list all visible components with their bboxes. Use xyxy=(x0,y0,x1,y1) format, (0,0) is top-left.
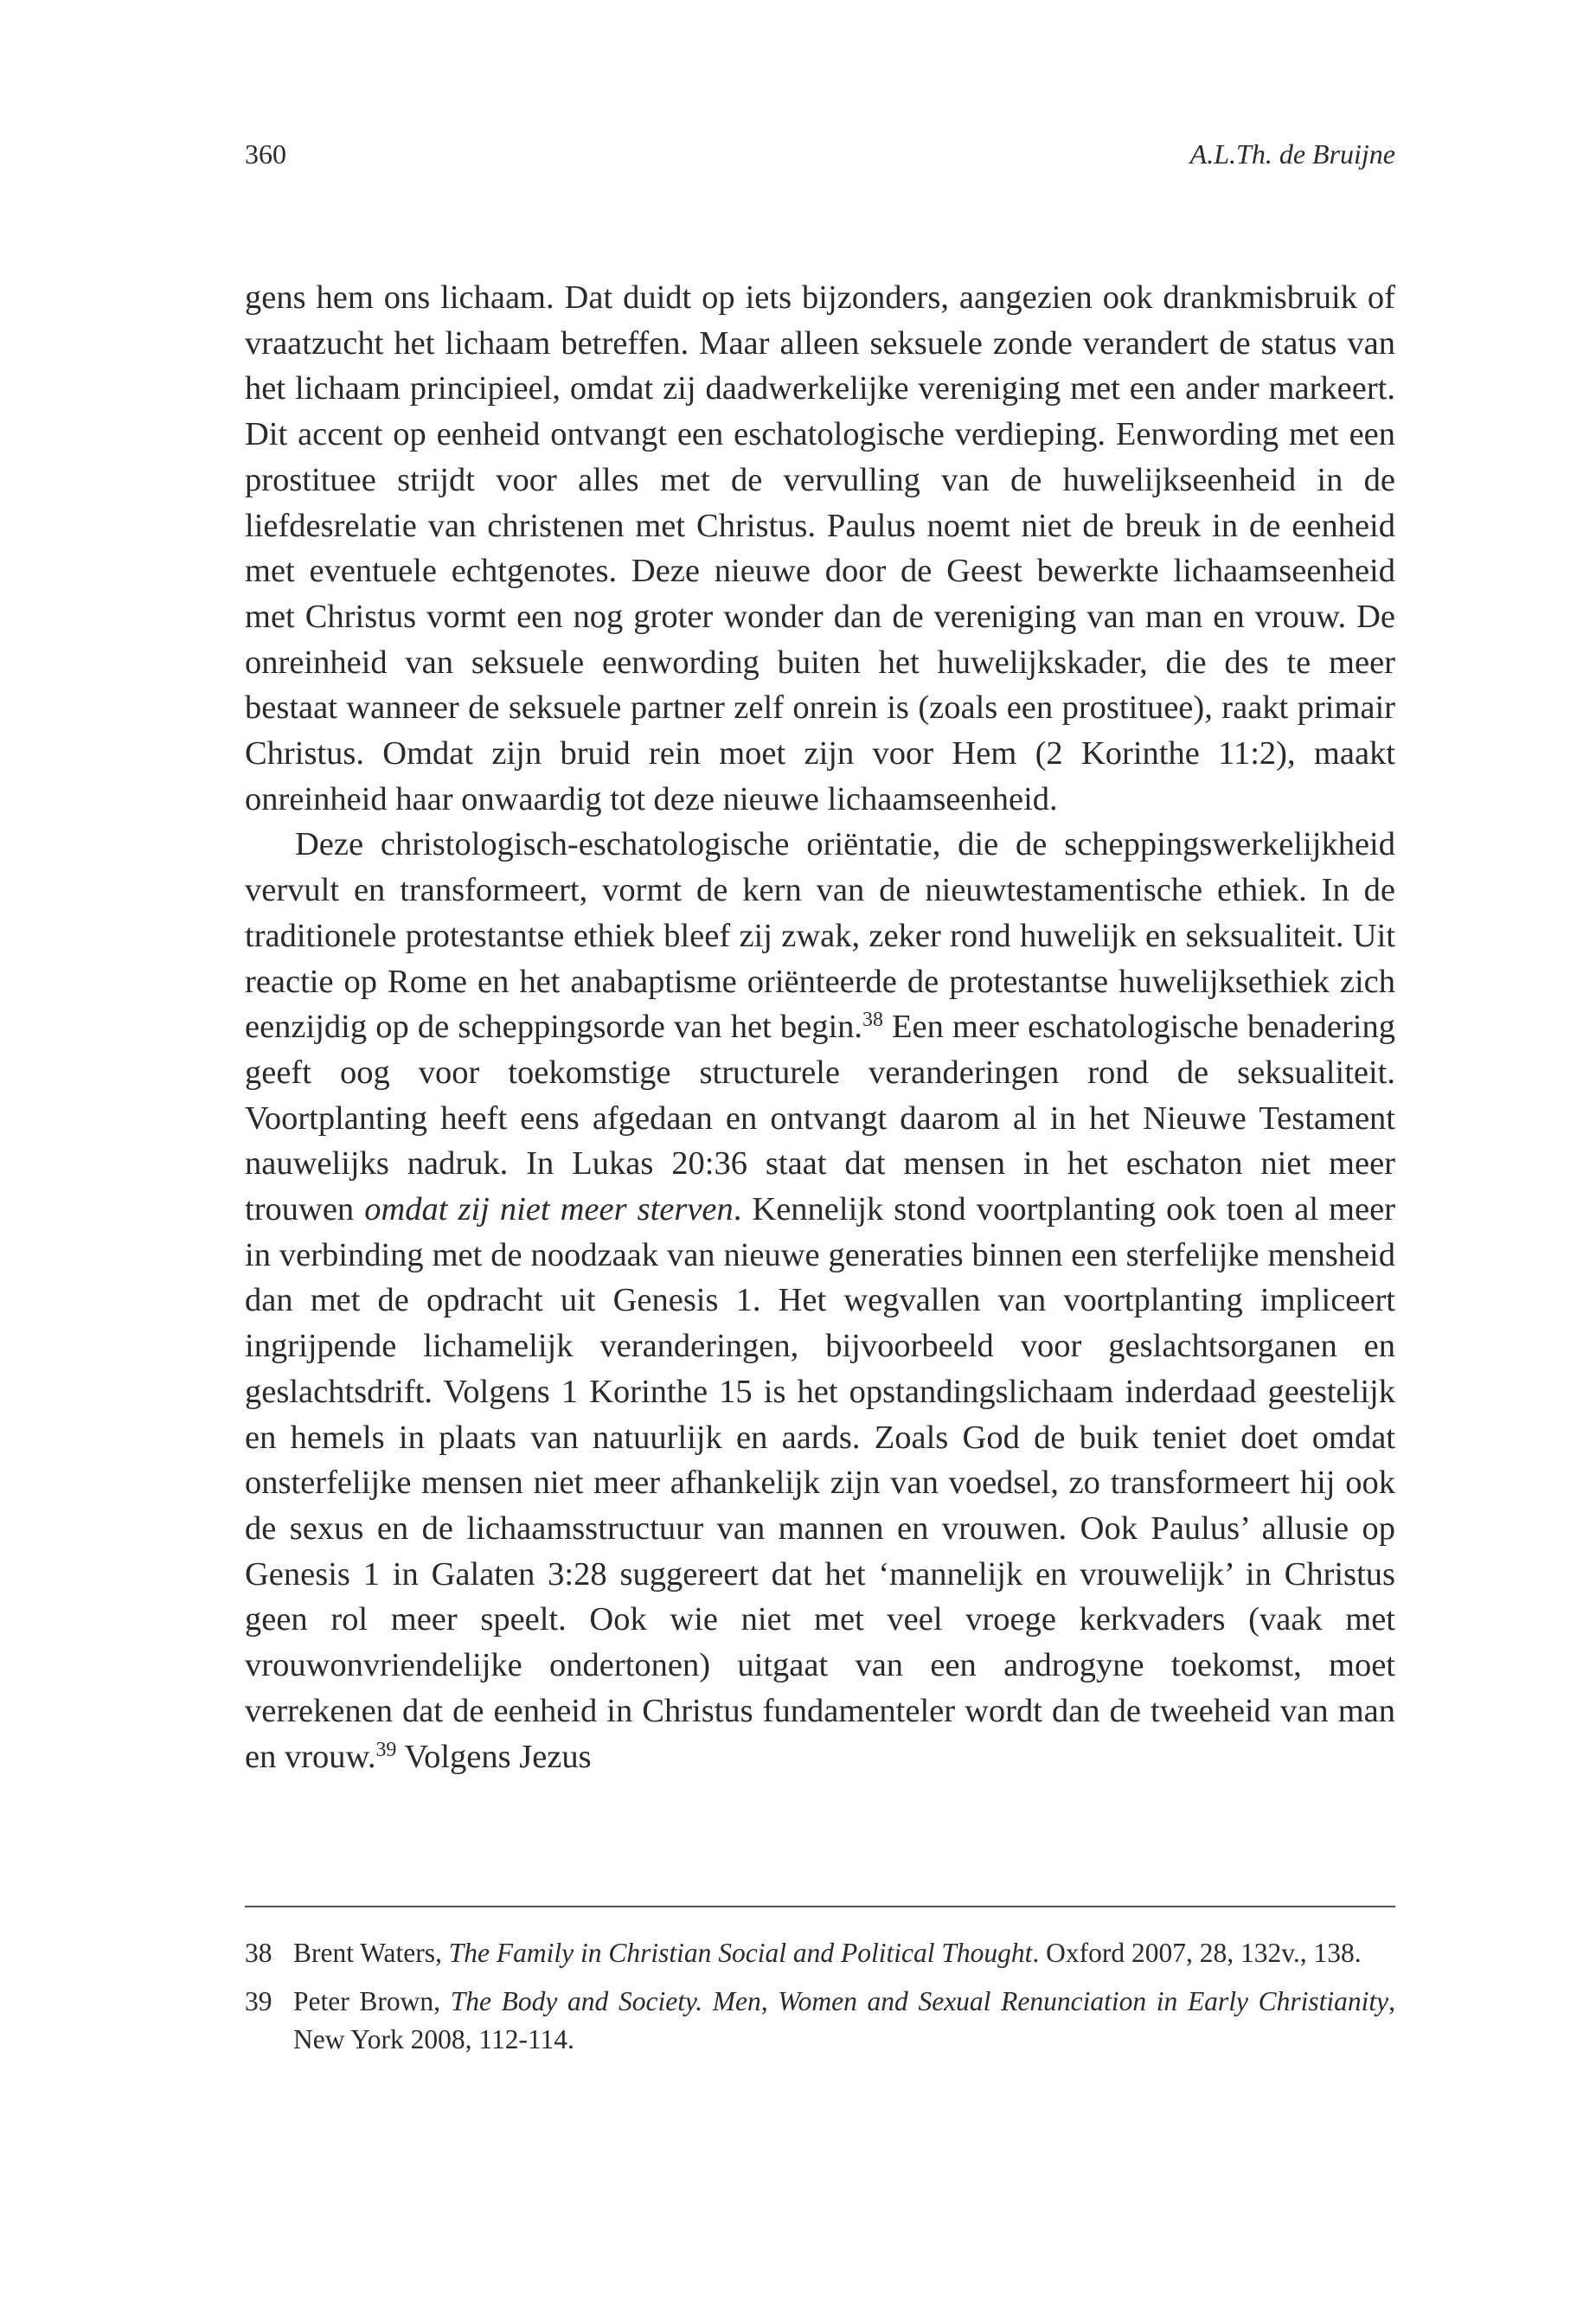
footnote-38 xyxy=(245,1934,1395,1972)
paragraph-2-text-2: Een meer eschatologische benadering geeft oog voor toekomstige structurele veranderingen rond de seksualiteit. Voortplanting heeft eens afgedaan en ontvangt daarom al in het Nieuwe Testament nauwelijks nadruk. In Lukas 20:36 staat dat mensen in het eschaton niet meer trouwen xyxy=(245,1009,1395,1228)
paragraph-1: gens hem ons lichaam. Dat duidt op iets bijzonders, aangezien ook drankmisbruik of vraatzucht het lichaam betreffen. Maar alleen seksuele zonde verandert de status van het lichaam principieel, omdat zij daadwerkelijke vereniging met een ander markeert. Dit accent op eenheid ontvangt een eschatologische verdieping. Eenwording met een prostituee strijdt voor alles met de vervulling van de huwelijkseenheid in de liefdesrelatie van christenen met Christus. Paulus noemt niet de breuk in de eenheid met eventuele echtgenotes. Deze nieuwe door de Geest bewerkte lichaamseenheid met Christus vormt een nog groter wonder dan de vereniging van man en vrouw. De onreinheid van seksuele eenwording buiten het huwelijkskader, die des te meer bestaat wanneer de seksuele partner zelf onrein is (zoals een prostituee), raakt primair Christus. Omdat zijn bruid rein moet zijn voor Hem (2 Korinthe 11:2), maakt onreinheid haar onwaardig tot deze nieuwe lichaamseenheid. xyxy=(245,279,1395,817)
footnote-number: 39 xyxy=(245,1986,272,2016)
paragraph-2-text-1: Deze christologisch-eschatologische oriëntatie, die de scheppingswerkelijkheid vervult en transformeert, vormt de kern van de nieuwtestamentische ethiek. In de traditionele protestantse ethiek bleef zij zwak, zeker rond huwelijk en seksualiteit. Uit reactie op Rome en het anabaptisme oriënteerde de protestantse huwelijksethiek zich eenzijdig op de scheppingsorde van het begin. xyxy=(245,826,1395,1046)
footnotes xyxy=(245,1934,1395,2069)
footnote-text-after: , New York 2008, 112-114. xyxy=(293,1986,1395,2054)
paragraph-2-emphasis: omdat zij niet meer sterven xyxy=(364,1191,734,1228)
footnote-ref-39: 39 xyxy=(375,1738,397,1761)
footnote-text-before: Peter Brown, xyxy=(293,1986,451,2016)
running-head-author: A.L.Th. de Bruijne xyxy=(1189,138,1395,170)
running-head xyxy=(245,138,1395,182)
paragraph-2-text-3: . Kennelijk stond voortplanting ook toen al meer in verbinding met de noodzaak van nieuwe generaties binnen een sterfelijke mensheid dan met de opdracht uit Genesis 1. Het wegvallen van voortplanting impliceert ingrijpende lichamelijk veranderingen, bijvoorbeeld voor geslachtsorganen en geslachtsdrift. Volgens 1 Korinthe 15 is het opstandingslichaam inderdaad geestelijk en hemels in plaats van natuurlijk en aards. Zoals God de buik teniet doet omdat onsterfelijke mensen niet meer afhankelijk zijn van voedsel, zo transformeert hij ook de sexus en de lichaamsstructuur van mannen en vrouwen. Ook Paulus’ allusie op Genesis 1 in Galaten 3:28 suggereert dat het ‘mannelijk en vrouwelijk’ in Christus geen rol meer speelt. Ook wie niet met veel vroege kerkvaders (vaak met vrouwonvriendelijke ondertonen) uitgaat van een androgyne toekomst, moet verrekenen dat de eenheid in Christus fundamenteler wordt dan de tweeheid van man en vrouw. xyxy=(245,1191,1395,1775)
footnote-text-before: Brent Waters, xyxy=(293,1938,449,1968)
footnote-number: 38 xyxy=(245,1938,272,1968)
footnote-title: The Family in Christian Social and Political Thought xyxy=(448,1938,1033,1968)
body-text xyxy=(245,275,1395,1779)
footnote-title: The Body and Society. Men, Women and Sexual Renunciation in Early Christianity xyxy=(450,1986,1389,2016)
paragraph-2-text-4: Volgens Jezus xyxy=(396,1738,592,1775)
footnote-divider xyxy=(245,1906,1395,1907)
footnote-39 xyxy=(245,1983,1395,2059)
page-number: 360 xyxy=(245,138,286,170)
footnote-text-after: . Oxford 2007, 28, 132v., 138. xyxy=(1032,1938,1362,1968)
footnote-ref-38: 38 xyxy=(862,1009,883,1032)
paragraph-2 xyxy=(245,822,1395,1779)
